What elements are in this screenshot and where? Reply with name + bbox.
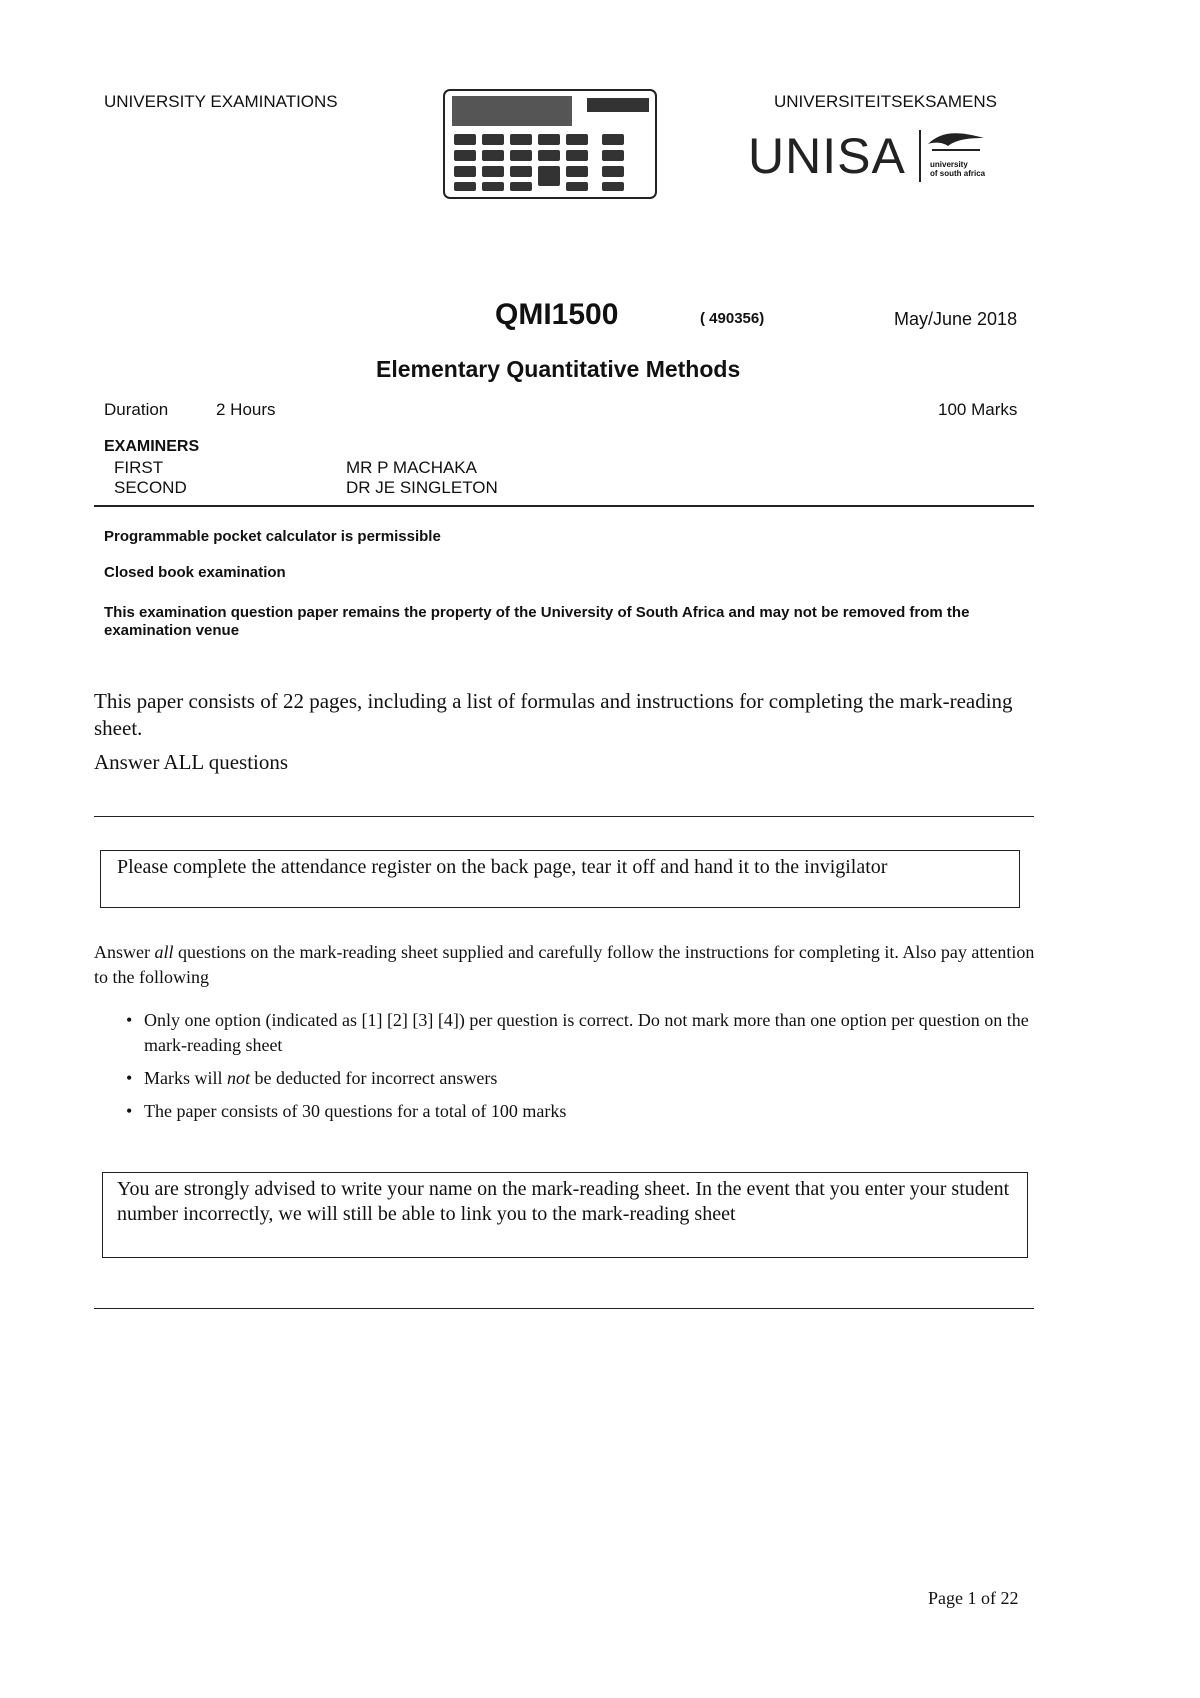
page-count-statement: This paper consists of 22 pages, including a list of formulas and instructions for completing the mark-reading sheet. <box>94 689 1013 740</box>
bullet-text-before: Marks will <box>144 1068 227 1088</box>
paper-reference: ( 490356) <box>700 310 765 327</box>
instructions-intro-after: questions on the mark-reading sheet supplied and carefully follow the instructions for completing it. Also pay attention to the following <box>94 942 1035 987</box>
first-examiner-name: MR P MACHAKA <box>346 458 477 477</box>
page-number: Page 1 of 22 <box>928 1588 1019 1608</box>
examiners-heading: EXAMINERS <box>104 438 200 455</box>
advice-box <box>102 1172 1028 1258</box>
divider <box>94 505 1034 507</box>
first-examiner-label: FIRST <box>114 458 164 477</box>
second-examiner-label: SECOND <box>114 478 187 497</box>
bullet-text: Only one option (indicated as [1] [2] [3] [4]) per question is correct. Do not mark more than one option per question on the mark-reading sheet <box>144 1010 1029 1055</box>
course-code: QMI1500 <box>495 298 619 331</box>
bullet-text-after: be deducted for incorrect answers <box>250 1068 498 1088</box>
course-title: Elementary Quantitative Methods <box>376 356 741 382</box>
logo-subtitle <box>930 160 985 178</box>
advice-text: You are strongly advised to write your name on the mark-reading sheet. In the event that you enter your student number incorrectly, we will still be able to link you to the mark-reading sheet <box>117 1178 1010 1225</box>
divider <box>94 1308 1034 1309</box>
attendance-notice-text: Please complete the attendance register on the back page, tear it off and hand it to the invigilator <box>117 856 888 878</box>
instruction-list <box>124 1008 1038 1132</box>
mark-reading-instructions <box>94 940 1038 990</box>
exam-session: May/June 2018 <box>894 309 1018 329</box>
bullet-text-emphasis: not <box>227 1068 251 1088</box>
instructions-intro-emphasis: all <box>154 942 174 962</box>
bullet-text: The paper consists of 30 questions for a total of 100 marks <box>144 1101 567 1121</box>
attendance-notice-box <box>100 850 1020 908</box>
second-examiner-name: DR JE SINGLETON <box>346 478 498 497</box>
calculator-icon <box>442 88 658 200</box>
total-marks: 100 Marks <box>938 400 1018 419</box>
answer-all-instruction: Answer ALL questions <box>94 750 289 774</box>
property-notice: This examination question paper remains the property of the University of South Africa and may not be removed from the examination venue <box>104 604 970 639</box>
unisa-logo <box>748 126 1018 186</box>
duration-value: 2 Hours <box>216 400 276 419</box>
logo-sub-line2: of south africa <box>930 169 986 178</box>
duration-label: Duration <box>104 400 169 419</box>
list-item <box>124 1099 1038 1124</box>
header-right-title: UNIVERSITEITSEKSAMENS <box>774 92 997 111</box>
list-item <box>124 1066 1038 1091</box>
logo-separator <box>919 130 921 182</box>
logo-bird-icon <box>926 130 986 156</box>
logo-sub-line1: university <box>930 160 968 169</box>
divider <box>94 816 1034 817</box>
logo-word: UNISA <box>748 128 906 184</box>
calculator-notice: Programmable pocket calculator is permissible <box>104 528 441 545</box>
list-item <box>124 1008 1038 1058</box>
instructions-intro-before: Answer <box>94 942 155 962</box>
header-left-title: UNIVERSITY EXAMINATIONS <box>104 92 338 111</box>
closed-book-notice: Closed book examination <box>104 564 286 581</box>
